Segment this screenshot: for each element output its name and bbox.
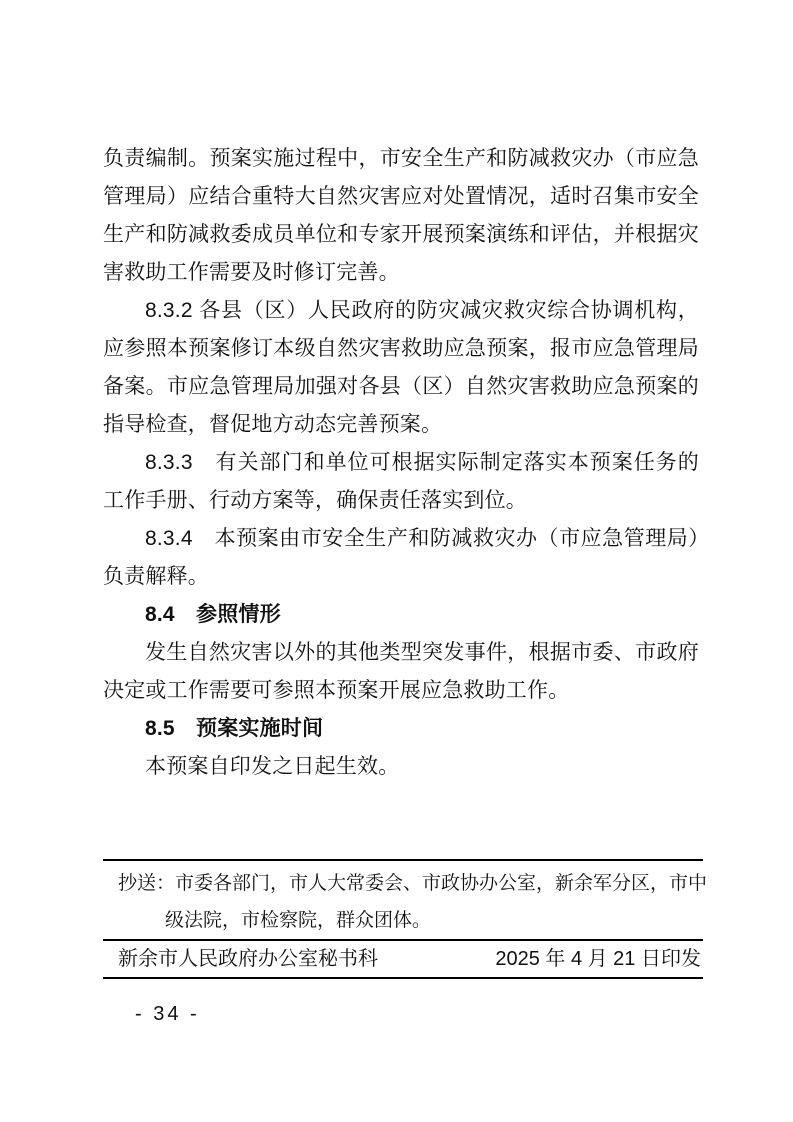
page-number: - 34 -	[135, 1003, 200, 1025]
paragraph-8-5-body: 本预案自印发之日起生效。	[145, 755, 400, 778]
paragraph-8-3-4: 8.3.4 本预案由市安全生产和防减救灾办（市应急管理局）负责解释。	[103, 527, 699, 588]
document-body	[103, 140, 699, 786]
cc-block	[103, 859, 708, 939]
paragraph-8-3-3: 8.3.3 有关部门和单位可根据实际制定落实本预案任务的工作手册、行动方案等，确保责任落实到位。	[103, 451, 699, 512]
document-footer	[103, 859, 708, 1026]
issue-date: 2025 年 4 月 21 日印发	[495, 948, 701, 970]
cc-line-1: 抄送：市委各部门，市人大常委会、市政协办公室，新余军分区，市中	[118, 873, 708, 894]
section-heading-8-5: 8.5 预案实施时间	[145, 717, 324, 740]
paragraph-8-4-body: 发生自然灾害以外的其他类型突发事件，根据市委、市政府决定或工作需要可参照本预案开展应急救助工作。	[103, 641, 699, 702]
cc-line-2: 级法院，市检察院，群众团体。	[165, 910, 432, 931]
paragraph-continuation: 负责编制。预案实施过程中，市安全生产和防减救灾办（市应急管理局）应结合重特大自然灾害应对处置情况，适时召集市安全生产和防减救委成员单位和专家开展预案演练和评估，并根据灾害救助工作需要及时修订完善。	[103, 147, 699, 284]
issue-row	[103, 939, 703, 979]
paragraph-8-3-2: 8.3.2 各县（区）人民政府的防灾减灾救灾综合协调机构，应参照本预案修订本级自然灾害救助应急预案，报市应急管理局备案。市应急管理局加强对各县（区）自然灾害救助应急预案的指导检查，督促地方动态完善预案。	[103, 299, 699, 436]
issuer-office: 新余市人民政府办公室秘书科	[118, 948, 378, 970]
section-heading-8-4: 8.4 参照情形	[145, 603, 281, 626]
